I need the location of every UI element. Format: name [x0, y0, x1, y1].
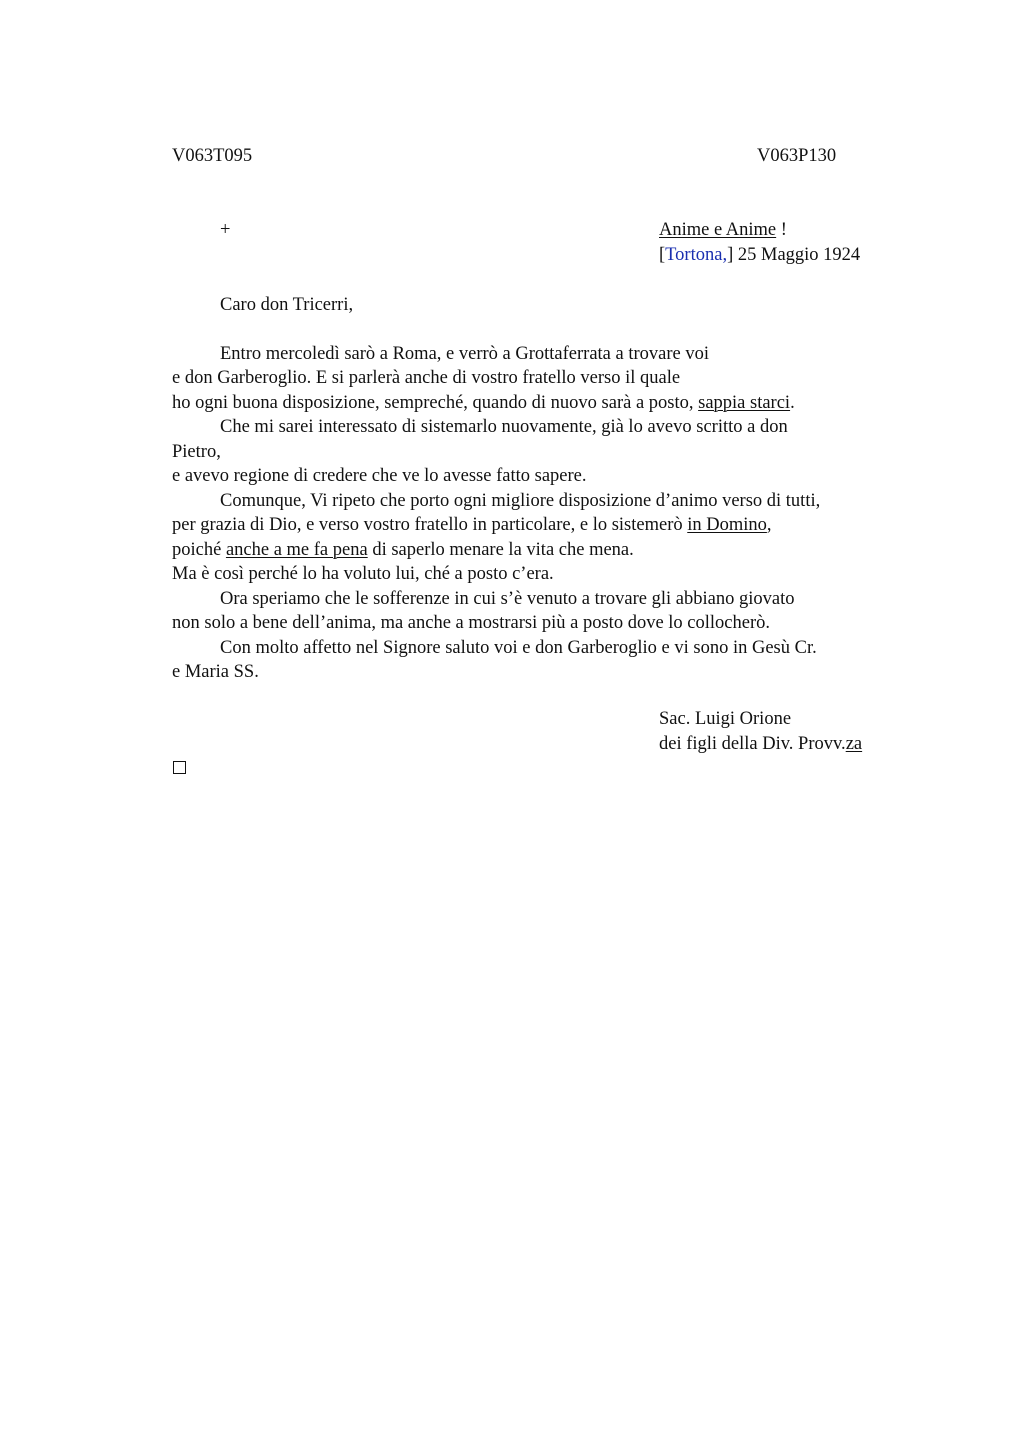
text-run: .	[790, 393, 795, 413]
motto-line	[659, 220, 787, 241]
body-line: non solo a bene dell’anima, ma anche a mostrarsi più a posto dove lo collocherò.	[172, 613, 770, 633]
body-line: Entro mercoledì sarò a Roma, e verrò a Grottaferrata a trovare voi	[220, 344, 709, 364]
underlined-phrase: sappia starci	[698, 393, 791, 413]
body-line: e Maria SS.	[172, 662, 259, 682]
text-run: poiché	[172, 540, 226, 560]
body-line: Che mi sarei interessato di sistemarlo nuovamente, già lo avevo scritto a don	[220, 417, 788, 437]
body-line: Comunque, Vi ripeto che porto ogni migliore disposizione d’animo verso di tutti,	[220, 491, 821, 511]
underlined-phrase: in Domino	[687, 515, 767, 535]
bracket-open: [	[659, 245, 666, 265]
place-date-line	[659, 245, 860, 266]
underlined-phrase: anche a me fa pena	[225, 540, 368, 560]
body-line: Con molto affetto nel Signore saluto voi e don Garberoglio e vi sono in Gesù Cr.	[220, 638, 817, 658]
motto-exclamation: !	[776, 220, 787, 240]
text-run: per grazia di Dio, e verso vostro fratello in particolare, e lo sistemerò	[172, 515, 688, 535]
body-line	[172, 513, 772, 537]
text-run: di saperlo menare la vita che mena.	[367, 540, 634, 560]
body-line: Pietro,	[172, 442, 221, 462]
body-line: Ora speriamo che le sofferenze in cui s’è venuto a trovare gli abbiano giovato	[220, 589, 795, 609]
place-name: Tortona,	[665, 245, 728, 265]
underlined-abbreviation: za	[845, 734, 863, 754]
text-run: dei figli della Div. Provv.	[659, 734, 846, 754]
end-of-document-square-icon	[173, 761, 186, 774]
body-line: e don Garberoglio. E si parlerà anche di vostro fratello verso il quale	[172, 368, 681, 388]
signature-title	[659, 734, 862, 755]
signature-name: Sac. Luigi Orione	[659, 709, 792, 729]
motto: Anime e Anime	[659, 220, 777, 240]
greeting: Caro don Tricerri,	[220, 295, 354, 315]
cross-symbol: +	[220, 220, 231, 240]
text-run: ,	[766, 515, 772, 535]
document-code-left: V063T095	[172, 146, 253, 166]
letter-date: 25 Maggio 1924	[733, 245, 861, 265]
body-line: Ma è così perché lo ha voluto lui, ché a posto c’era.	[172, 564, 554, 584]
text-run: ho ogni buona disposizione, sempreché, quando di nuovo sarà a posto,	[172, 393, 699, 413]
body-line	[172, 391, 795, 415]
document-code-right: V063P130	[757, 146, 837, 166]
body-line	[172, 538, 634, 562]
body-line: e avevo regione di credere che ve lo avesse fatto sapere.	[172, 466, 587, 486]
bracket-close: ]	[727, 245, 734, 265]
